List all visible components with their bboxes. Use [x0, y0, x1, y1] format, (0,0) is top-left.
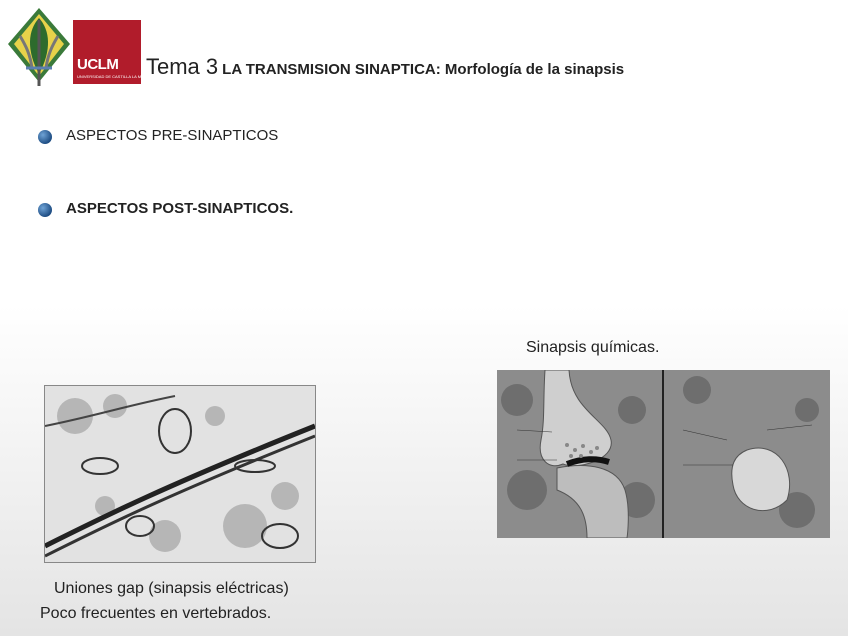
uclm-logo-subtext: UNIVERSIDAD DE CASTILLA LA MANCHA	[77, 74, 156, 79]
title-number: Tema 3	[146, 54, 219, 79]
bullet-icon	[38, 203, 52, 217]
chemical-synapse-micrograph	[497, 370, 830, 538]
tree-leaf-logo-icon	[6, 6, 72, 88]
bullet-post-synaptic: ASPECTOS POST-SINAPTICOS.	[66, 200, 294, 217]
gap-junction-caption-line2: Poco frecuentes en vertebrados.	[40, 605, 272, 622]
bullet-pre-synaptic: ASPECTOS PRE-SINAPTICOS	[66, 127, 279, 144]
uclm-logo	[73, 20, 156, 84]
uclm-logo-text: UCLM	[77, 56, 119, 73]
chemical-synapse-caption: Sinapsis químicas.	[526, 339, 660, 356]
bullet-icon	[38, 130, 52, 144]
gap-junction-micrograph	[44, 385, 316, 563]
slide-title	[146, 54, 624, 80]
gap-junction-caption-line1: Uniones gap (sinapsis eléctricas)	[54, 580, 289, 597]
title-text: LA TRANSMISION SINAPTICA: Morfología de la sinapsis	[222, 61, 625, 78]
